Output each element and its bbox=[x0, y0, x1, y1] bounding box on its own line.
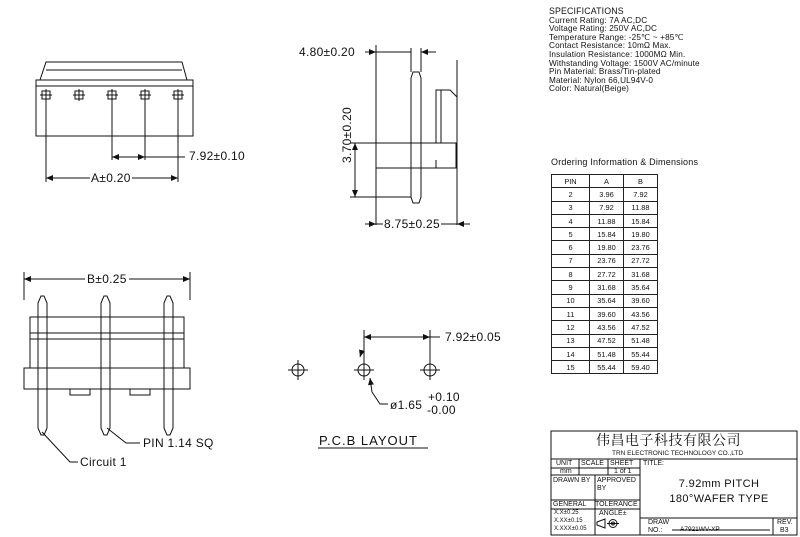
table-row bbox=[552, 201, 658, 214]
drawing-number: A7921WV-XP bbox=[680, 526, 720, 533]
table-cell: 3.96 bbox=[590, 188, 624, 201]
table-row bbox=[552, 268, 658, 281]
revision-label: REV. bbox=[777, 519, 793, 526]
table-cell: 7.92 bbox=[590, 201, 624, 214]
specifications-list bbox=[549, 17, 700, 94]
table-cell: 19.80 bbox=[624, 228, 658, 241]
ordering-table-body bbox=[552, 188, 658, 374]
table-cell: 55.44 bbox=[590, 361, 624, 374]
pcb-pitch-label: 7.92±0.05 bbox=[445, 330, 501, 344]
table-row bbox=[552, 361, 658, 374]
table-cell: 43.56 bbox=[590, 321, 624, 334]
table-cell: 27.72 bbox=[624, 254, 658, 267]
table-row bbox=[552, 281, 658, 294]
unit-label: UNIT bbox=[556, 460, 573, 467]
top-view bbox=[36, 62, 193, 182]
pcb-layout bbox=[288, 330, 440, 448]
tolerance-2: X.XX±0.15 bbox=[554, 518, 583, 524]
tolerance-3: X.XXX±0.05 bbox=[554, 526, 587, 532]
specification-line: Contact Resistance: 10mΩ Max. bbox=[549, 41, 671, 51]
specification-line: Temperature Range: -25℃ ~ +85℃ bbox=[549, 32, 684, 42]
specification-line: Insulation Resistance: 1000MΩ Min. bbox=[549, 49, 686, 59]
table-cell: 7.92 bbox=[624, 188, 658, 201]
specification-line: Current Rating: 7A AC,DC bbox=[549, 15, 648, 25]
specification-line: Pin Material: Brass/Tin-plated bbox=[549, 67, 661, 77]
height-dimension-label: 3.70±0.20 bbox=[340, 107, 354, 163]
sheet-value: 1 of 1 bbox=[614, 468, 632, 475]
table-cell: 35.64 bbox=[590, 294, 624, 307]
table-cell: 47.52 bbox=[590, 334, 624, 347]
table-row bbox=[552, 214, 658, 227]
table-cell: 13 bbox=[552, 334, 590, 347]
table-row bbox=[552, 228, 658, 241]
b-dimension-label: B±0.25 bbox=[87, 272, 127, 286]
table-row bbox=[552, 241, 658, 254]
drawing-number-label: NO.: bbox=[648, 527, 663, 534]
table-cell: 14 bbox=[552, 347, 590, 360]
table-cell: 15.84 bbox=[590, 228, 624, 241]
drawn-by-label: DRAWN BY bbox=[553, 477, 591, 484]
table-cell: 7 bbox=[552, 254, 590, 267]
table-cell: 31.68 bbox=[624, 268, 658, 281]
table-cell: 47.52 bbox=[624, 321, 658, 334]
table-cell: 15 bbox=[552, 361, 590, 374]
specification-line: Material: Nylon 66,UL94V-0 bbox=[549, 75, 654, 85]
table-cell: 11.88 bbox=[590, 214, 624, 227]
table-cell: 51.48 bbox=[624, 334, 658, 347]
scale-label: SCALE bbox=[581, 460, 604, 467]
table-cell: 43.56 bbox=[624, 307, 658, 320]
pin-size-label: PIN 1.14 SQ bbox=[143, 436, 214, 450]
table-cell: 31.68 bbox=[590, 281, 624, 294]
drawing-title-line2: 180°WAFER TYPE bbox=[669, 493, 769, 505]
table-cell: 5 bbox=[552, 228, 590, 241]
depth-dimension-label: 8.75±0.25 bbox=[384, 217, 440, 231]
table-cell: 59.40 bbox=[624, 361, 658, 374]
table-header-row bbox=[552, 175, 658, 188]
top-view-pins bbox=[40, 89, 184, 101]
width-dimension-label: 4.80±0.20 bbox=[299, 45, 355, 59]
specification-line: Withstanding Voltage: 1500V AC/minute bbox=[549, 58, 700, 68]
table-cell: 15.84 bbox=[624, 214, 658, 227]
table-cell: 3 bbox=[552, 201, 590, 214]
drawing-title-line1: 7.92mm PITCH bbox=[678, 478, 760, 490]
hole-tolerance-plus: +0.10 bbox=[428, 390, 460, 404]
column-header: PIN bbox=[552, 175, 590, 188]
pcb-layout-title: P.C.B LAYOUT bbox=[319, 433, 418, 448]
table-cell: 4 bbox=[552, 214, 590, 227]
table-cell: 39.60 bbox=[624, 294, 658, 307]
specifications-heading: SPECIFICATIONS bbox=[549, 6, 624, 16]
unit-value: mm bbox=[560, 468, 572, 475]
table-cell: 2 bbox=[552, 188, 590, 201]
specification-line: Voltage Rating: 250V AC,DC bbox=[549, 24, 658, 34]
title-label: TITLE: bbox=[643, 460, 665, 467]
table-cell: 6 bbox=[552, 241, 590, 254]
hole-tolerance-minus: -0.00 bbox=[427, 403, 456, 417]
table-cell: 39.60 bbox=[590, 307, 624, 320]
tolerance-1: X.X±0.25 bbox=[554, 510, 579, 516]
specifications-block bbox=[549, 7, 700, 94]
angle-label: ANGLE± bbox=[599, 510, 627, 517]
front-view bbox=[24, 272, 190, 462]
hole-diameter-label: ø1.65 bbox=[390, 398, 423, 412]
table-row bbox=[552, 347, 658, 360]
table-cell: 11 bbox=[552, 307, 590, 320]
company-name-en: TRN ELECTRONIC TECHNOLOGY CO.,LTD bbox=[612, 450, 744, 457]
table-cell: 35.64 bbox=[624, 281, 658, 294]
table-row bbox=[552, 188, 658, 201]
table-row bbox=[552, 334, 658, 347]
specification-line: Color: Natural(Beige) bbox=[549, 84, 630, 94]
table-row bbox=[552, 254, 658, 267]
table-cell: 19.80 bbox=[590, 241, 624, 254]
table-cell: 8 bbox=[552, 268, 590, 281]
tolerance-label: TOLERANCE bbox=[595, 501, 638, 508]
table-row bbox=[552, 294, 658, 307]
table-cell: 55.44 bbox=[624, 347, 658, 360]
ordering-table bbox=[551, 174, 658, 374]
a-dimension-label: A±0.20 bbox=[91, 171, 131, 185]
approved-by-label: APPROVED BY bbox=[597, 477, 636, 492]
table-cell: 10 bbox=[552, 294, 590, 307]
table-cell: 51.48 bbox=[590, 347, 624, 360]
table-cell: 23.76 bbox=[590, 254, 624, 267]
column-header: B bbox=[624, 175, 658, 188]
general-label: GENERAL bbox=[553, 501, 587, 508]
revision-value: B3 bbox=[780, 527, 789, 534]
table-cell: 12 bbox=[552, 321, 590, 334]
table-row bbox=[552, 307, 658, 320]
table-cell: 11.88 bbox=[624, 201, 658, 214]
sheet-label: SHEET bbox=[610, 460, 634, 467]
table-cell: 23.76 bbox=[624, 241, 658, 254]
table-cell: 9 bbox=[552, 281, 590, 294]
column-header: A bbox=[590, 175, 624, 188]
side-view bbox=[350, 45, 470, 225]
circuit-1-label: Circuit 1 bbox=[80, 455, 127, 469]
table-row bbox=[552, 321, 658, 334]
pitch-dimension-label: 7.92±0.10 bbox=[189, 149, 245, 163]
ordering-heading: Ordering Information & Dimensions bbox=[551, 157, 699, 167]
company-name-cn: 伟昌电子科技有限公司 bbox=[596, 432, 741, 448]
draw-label: DRAW bbox=[648, 519, 670, 526]
table-cell: 27.72 bbox=[590, 268, 624, 281]
